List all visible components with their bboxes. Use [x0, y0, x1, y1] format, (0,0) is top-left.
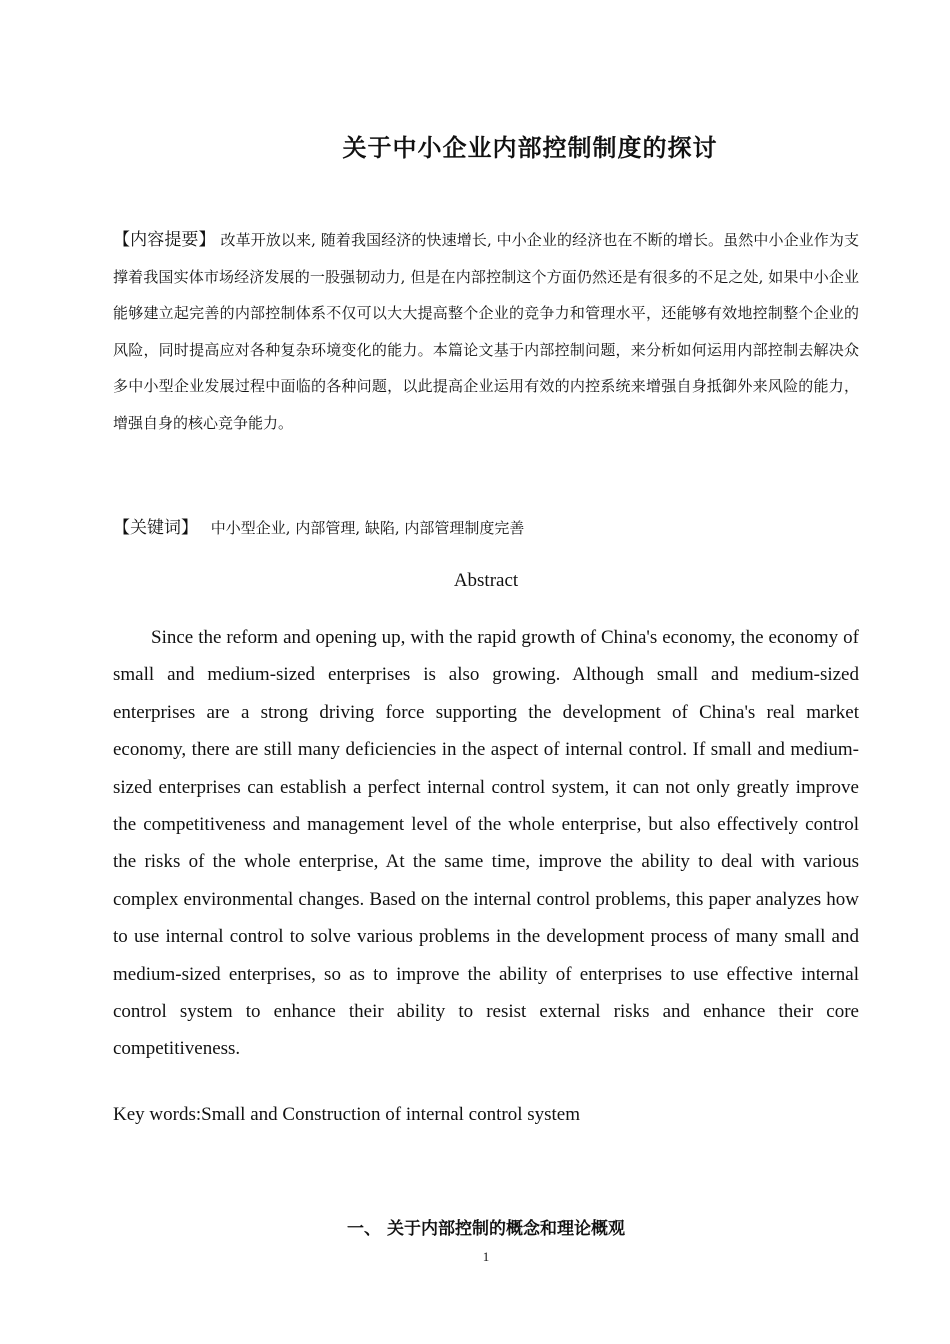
english-keywords: Key words:Small and Construction of internal control system — [113, 1104, 581, 1125]
keywords-text: 中小型企业, 内部管理, 缺陷, 内部管理制度完善 — [210, 519, 525, 537]
page-number: 1 — [482, 1249, 490, 1264]
section-heading: 一、 关于内部控制的概念和理论概观 — [347, 1219, 625, 1239]
abstract-text: Since the reform and opening up, with the rapid growth of China's economy, the economy of small and medium-sized enterprises is also growing. Although small and medium-sized enterprises are a strong driving force supporting the development of China's real market economy, there are still many deficiencies in the aspect of internal control. If small and medium-sized enterprises can establish a perfect internal control system, it can not only greatly improve the competitiveness and management level of the whole enterprise, but also effectively control the risks of the whole enterprise, At the same time, improve the ability to deal with various complex environmental changes. Based on the internal control problems, this paper analyzes how to use internal control to solve various problems in the development process of many small and medium-sized enterprises, so as to improve the ability of enterprises to use effective internal control system to enhance their ability to resist external risks and enhance their core competitiveness. — [113, 627, 859, 1060]
chinese-summary — [113, 222, 859, 441]
chinese-keywords — [113, 512, 859, 544]
summary-label: 【内容提要】 — [113, 230, 216, 250]
abstract-title: Abstract — [453, 570, 519, 591]
summary-text: 改革开放以来, 随着我国经济的快速增长, 中小企业的经济也在不断的增长。虽然中小企业作为支撑着我国实体市场经济发展的一股强韧动力, 但是在内部控制这个方面仍然还是有很多的不足之处, 如果中小企业能够建立起完善的内部控制体系不仅可以大大提高整个企业的竞争力和管理水平，还能够有效地控制整个企业的风险，同时提高应对各种复杂环境变化的能力。本篇论文基于内部控制问题，来分析如何运用内部控制去解决众多中小型企业发展过程中面临的各种问题，以此提高企业运用有效的内控系统来增强自身抵御外来风险的能力，增强自身的核心竞争能力。 — [113, 231, 859, 432]
keywords-label: 【关键词】 — [113, 518, 198, 538]
document-title: 关于中小企业内部控制制度的探讨 — [342, 134, 718, 162]
